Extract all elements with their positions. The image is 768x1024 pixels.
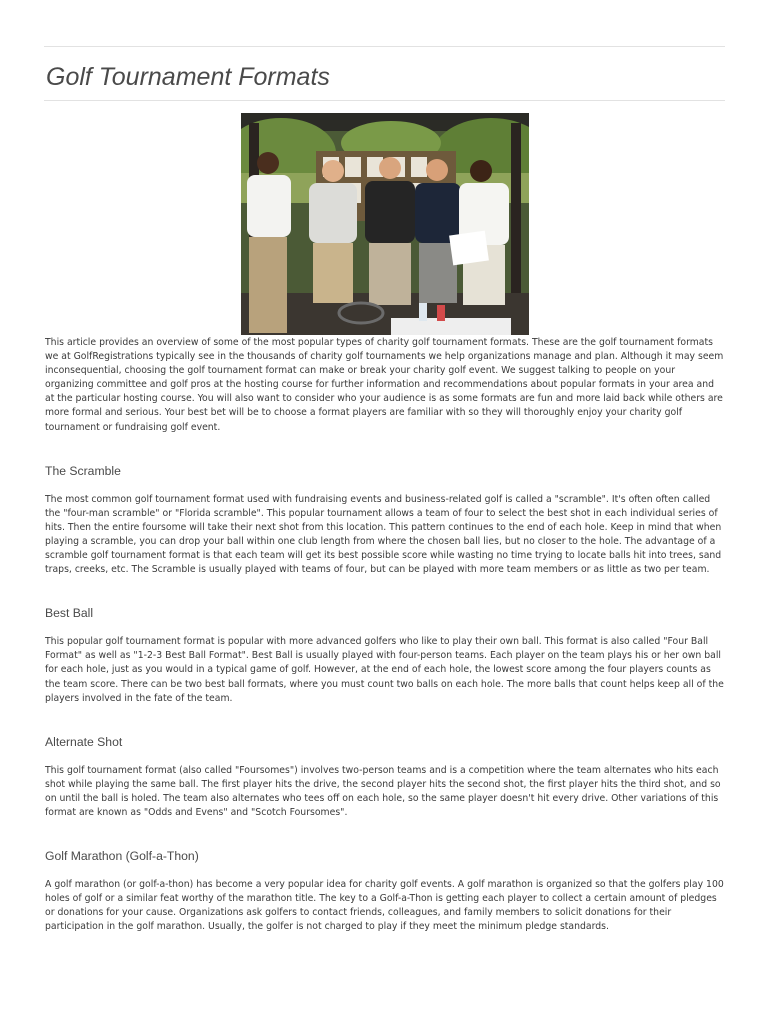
- spacer: [45, 706, 725, 734]
- top-divider: [44, 46, 725, 47]
- section-body-golf-marathon: A golf marathon (or golf-a-thon) has become a very popular idea for charity golf events. A golf marathon is organized so that the golfers play 100 holes of golf or a similar feat worthy of the marathon title. The key to a Golf-a-Thon is getting each player to collect a certain amount of pledges or donations for your cause. Organizations ask golfers to contact friends, colleagues, and family members to solicit donations for their participation in the golf marathon. Usually, the golfer is not charged to play if they meet the minimum pledge standards.: [45, 879, 724, 933]
- section-heading-scramble: The Scramble: [45, 463, 121, 478]
- section-body-scramble: The most common golf tournament format used with fundraising events and business-related golf is called a "scramble". It's often often called the "four-man scramble" or "Florida scramble". This popular tournament allows a team of four to select the best shot in each individual series of hits. Then the entire foursome will take their next shot from this location. This pattern continues to the end of each hole. Keep in mind that when playing a scramble, you can drop your ball within one club length from where the chosen ball lies, but no closer to the hole. The advantage of a scramble golf tournament format is that each team will get its best possible score while wasting no time trying to locate balls hit into trees, sand traps, creeks, etc. The Scramble is usually played with teams of four, but can be played with more team members or as little as two per team.: [45, 493, 722, 576]
- section-heading-best-ball: Best Ball: [45, 606, 94, 621]
- spacer: [45, 820, 725, 848]
- article-body: [45, 336, 725, 934]
- intro-paragraph: This article provides an overview of some of the most popular types of charity golf tournament formats. These are the golf tournament formats we at GolfRegistrations typically see in the thousands of charity golf tournaments we help organizations manage and plan. Although it may seem inconsequential, choosing the golf tournament format can make or break your charity golf event. We suggest talking to people on your organizing committee and golf pros at the hosting course for further information and recommendations about popular formats in your area and at the particular hosting course. You will also want to consider who your audience is as some formats are fun and more laid back while others are more formal and serious. Your best bet will be to choose a format players are familiar with so they will thoroughly enjoy your charity golf tournament or fundraising golf event.: [45, 337, 724, 433]
- section-body-alternate-shot: This golf tournament format (also called "Foursomes") involves two-person teams and is a competition where the team alternates who hits each shot while playing the same ball. The first player hits the drive, the second player hits the second shot, the first player hits the third shot, and so on until the ball is holed. The team also alternates who tees off on each hole, so the same player doesn't hit every drive. Other variations of this format are known as "Odds and Evens" and "Scotch Foursomes".: [45, 764, 721, 818]
- spacer: [45, 750, 725, 764]
- golfers-group-photo: [241, 113, 529, 335]
- section-heading-alternate-shot: Alternate Shot: [45, 734, 123, 749]
- spacer: [45, 621, 725, 635]
- spacer: [45, 864, 725, 878]
- section-body-best-ball: This popular golf tournament format is popular with more advanced golfers who like to play their own ball. This format is also called "Four Ball Format" as well as "1-2-3 Best Ball Format". Best Ball is usually played with four-person teams. Each player on the team plays his or her own ball for each hole, just as you would in a typical game of golf. However, at the end of each hole, the lowest score among the four players counts as the team score. There can be two best ball formats, where you must count two balls on each hole. The more balls that count helps keep all of the players involved in the fate of the team.: [45, 636, 724, 704]
- spacer: [45, 479, 725, 493]
- section-heading-golf-marathon: Golf Marathon (Golf-a-Thon): [45, 849, 199, 864]
- spacer: [45, 577, 725, 605]
- page-title: Golf Tournament Formats: [46, 63, 330, 91]
- spacer: [45, 435, 725, 463]
- title-divider: [44, 100, 725, 101]
